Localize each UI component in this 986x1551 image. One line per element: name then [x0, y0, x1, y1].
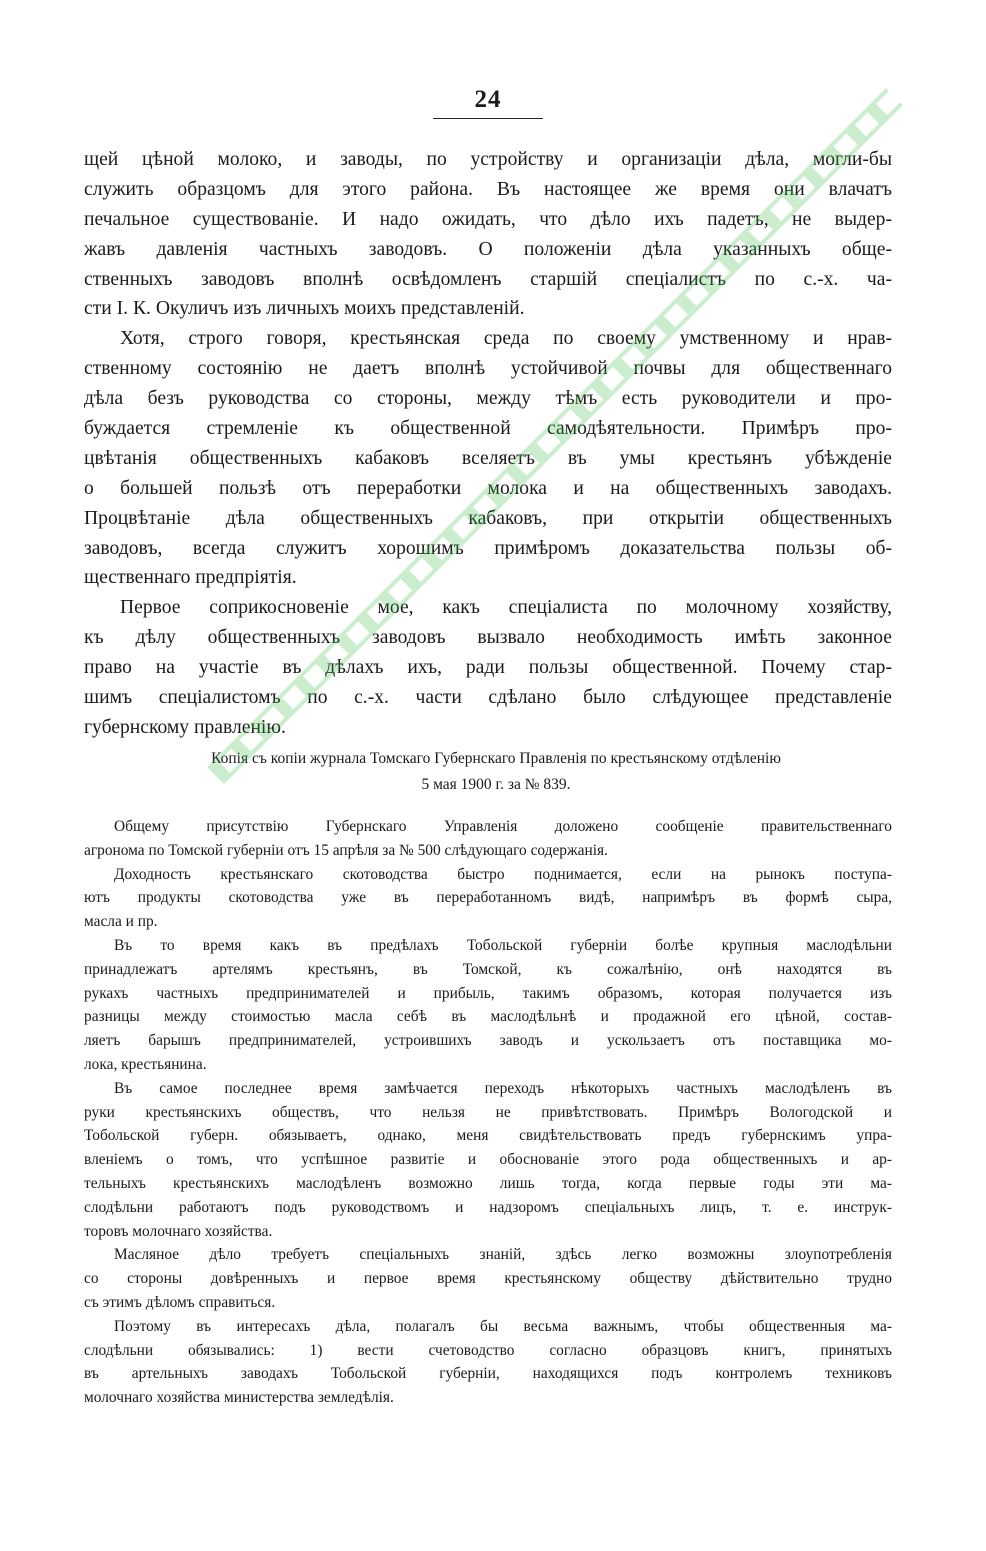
text-line: дѣла безъ руководства со стороны, между тѣмъ есть руководители и про-: [84, 388, 892, 410]
text-line: Масляное дѣло требуетъ спеціальныхъ знаній, здѣсь легко возможны злоупотребленія: [114, 1246, 892, 1264]
text-line: съ этимъ дѣломъ справиться.: [84, 1293, 276, 1311]
paragraph: [84, 815, 892, 863]
text-line: буждается стремленіе къ общественной самодѣятельности. Примѣръ про-: [84, 418, 892, 440]
text-line: жавъ давленія частныхъ заводовъ. О положеніи дѣла указанныхъ обще-: [84, 238, 892, 260]
caption-line: Копія съ копіи журнала Томскаго Губернскаго Правленія по крестьянскому отдѣленію: [211, 750, 781, 767]
text-line: ютъ продукты скотоводства уже въ переработанномъ видѣ, напримѣръ въ формѣ сыра,: [84, 889, 892, 907]
text-line: Хотя, строго говоря, крестьянская среда по своему умственному и нрав-: [120, 328, 892, 350]
text-line: щественнаго предпріятія.: [84, 567, 297, 589]
text-line: ственному состоянію не даетъ вполнѣ устойчивой почвы для общественнаго: [84, 358, 892, 380]
text-line: цвѣтанія общественныхъ кабаковъ вселяетъ въ умы крестьянъ убѣжденіе: [84, 447, 892, 469]
text-line: слодѣльни обязывались: 1) вести счетоводство согласно образцовъ книгъ, принятыхъ: [84, 1341, 892, 1359]
text-line: заводовъ, всегда служитъ хорошимъ примѣромъ доказательства пользы об-: [84, 537, 892, 559]
paragraph: [84, 863, 892, 934]
paragraph: [84, 934, 892, 1077]
paragraph: [84, 1077, 892, 1244]
text-line: руки крестьянскихъ обществъ, что нельзя не привѣтствовать. Примѣръ Вологодской и: [84, 1103, 892, 1121]
text-line: Поэтому въ интересахъ дѣла, полагалъ бы весьма важнымъ, чтобы общественныя ма-: [114, 1317, 892, 1335]
text-line: масла и пр.: [84, 913, 158, 931]
text-line: губернскому правленію.: [84, 716, 286, 738]
text-line: къ дѣлу общественныхъ заводовъ вызвало необходимость имѣть законное: [84, 627, 892, 649]
text-line: принадлежатъ артелямъ крестьянъ, въ Томской, къ сожалѣнію, онѣ находятся въ: [84, 960, 892, 978]
text-line: торовъ молочнаго хозяйства.: [84, 1222, 273, 1240]
text-line: служить образцомъ для этого района. Въ настоящее же время они влачатъ: [84, 178, 892, 200]
text-line: ляетъ барышъ предпринимателей, устроившихъ заводъ и ускользаетъ отъ поставщика мо-: [84, 1032, 892, 1050]
text-line: шимъ спеціалистомъ по с.-х. части сдѣлано было слѣдующее представленіе: [84, 687, 892, 709]
text-line: агронома по Томской губерніи отъ 15 апрѣля за № 500 слѣдующаго содержанія.: [84, 841, 608, 859]
page-number: 24: [433, 86, 543, 119]
main-text-block: [84, 145, 892, 743]
text-line: вленіемъ о томъ, что успѣшное развитіе и обоснованіе этого рода общественныхъ и ар-: [84, 1151, 892, 1169]
text-line: право на участіе въ дѣлахъ ихъ, ради пользы общественной. Почему стар-: [84, 657, 892, 679]
text-line: Въ самое последнее время замѣчается переходъ нѣкоторыхъ частныхъ маслодѣленъ въ: [114, 1079, 892, 1097]
text-line: лока, крестьянина.: [84, 1055, 207, 1073]
text-line: Тобольской губерн. обязываетъ, однако, меня свидѣтельствовать предъ губернскимъ упра-: [84, 1127, 892, 1145]
paragraph: [84, 145, 892, 324]
text-line: щей цѣной молоко, и заводы, по устройству и организаціи дѣла, могли-бы: [84, 149, 892, 170]
text-line: Въ то время какъ въ предѣлахъ Тобольской губерніи болѣе крупныя маслодѣльни: [114, 936, 892, 954]
paragraph: [84, 593, 892, 742]
text-line: тельныхъ крестьянскихъ маслодѣленъ возможно лишь тогда, когда первые годы эти ма-: [84, 1174, 892, 1192]
text-line: сти I. К. Окуличъ изъ личныхъ моихъ представленій.: [84, 298, 525, 320]
text-line: ственныхъ заводовъ вполнѣ освѣдомленъ старшій спеціалистъ по с.-х. ча-: [84, 268, 892, 290]
paragraph: [84, 324, 892, 593]
text-line: слодѣльни работаютъ подъ руководствомъ и надзоромъ спеціальныхъ лицъ, т. е. инструк-: [84, 1198, 892, 1216]
text-line: печальное существованіе. И надо ожидать, что дѣло ихъ падетъ, не выдер-: [84, 208, 892, 230]
text-line: въ артельныхъ заводахъ Тобольской губерніи, находящихся подъ контролемъ техниковъ: [84, 1365, 892, 1383]
document-caption: [106, 746, 886, 798]
paragraph: [84, 1243, 892, 1314]
quoted-document-block: [84, 815, 892, 1410]
text-line: разницы между стоимостью масла себѣ въ маслодѣльнѣ и продажной его цѣной, состав-: [84, 1008, 892, 1026]
text-line: рукахъ частныхъ предпринимателей и прибыль, такимъ образомъ, которая получается изъ: [84, 984, 892, 1002]
text-line: Общему присутствію Губернскаго Управленія доложено сообщеніе правительственнаго: [114, 818, 892, 835]
text-line: со стороны довѣренныхъ и первое время крестьянскому обществу дѣйствительно трудно: [84, 1270, 892, 1288]
text-line: Доходность крестьянскаго скотоводства быстро поднимается, если на рынокъ поступа-: [114, 865, 892, 883]
caption-line: 5 мая 1900 г. за № 839.: [421, 776, 571, 793]
text-line: Первое соприкосновеніе мое, какъ спеціалиста по молочному хозяйству,: [120, 597, 892, 619]
text-line: Процвѣтаніе дѣла общественныхъ кабаковъ, при открытіи общественныхъ: [84, 507, 892, 529]
text-line: о большей пользѣ отъ переработки молока и на общественныхъ заводахъ.: [84, 477, 892, 499]
text-line: молочнаго хозяйства министерства земледѣлія.: [84, 1389, 394, 1407]
paragraph: [84, 1315, 892, 1410]
